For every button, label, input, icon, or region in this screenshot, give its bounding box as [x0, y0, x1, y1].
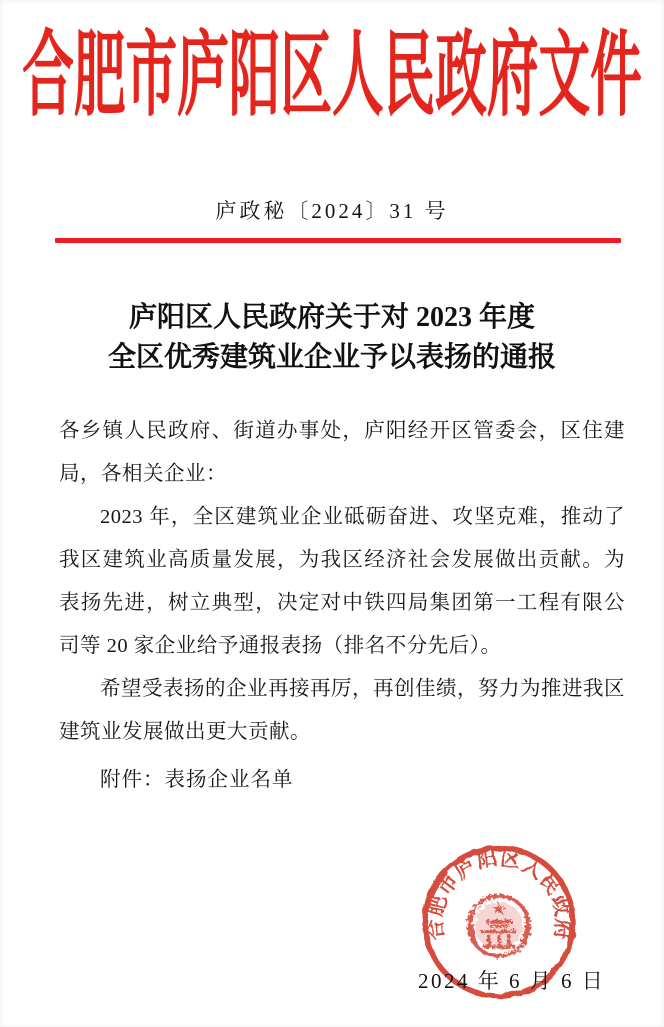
document-title-line1: 庐阳区人民政府关于对 2023 年度: [128, 302, 535, 333]
red-divider-line: [55, 238, 621, 243]
document-number: 庐政秘〔2024〕31 号: [215, 199, 449, 223]
letterhead: [0, 18, 664, 134]
letterhead-title: 合肥市庐阳区人民政府文件: [22, 24, 642, 128]
seal-arc-text: 合肥市庐阳区人民政府: [424, 847, 574, 941]
document-body: [59, 410, 625, 754]
body-paragraph: 2023 年，全区建筑业企业砥砺奋进、攻坚克难，推动了我区建筑业高质量发展，为我区经济社会发展做出贡献。为表扬先进，树立典型，决定对中铁四局集团第一工程有限公司等 20 家企业给予通报表扬（排名不分先后）。: [59, 506, 625, 657]
date-line: 2024 年 6 月 6 日: [418, 969, 606, 993]
attachment-line: 附件：表扬企业名单: [100, 769, 294, 791]
body-paragraph: 希望受表扬的企业再接再厉，再创佳绩，努力为推进我区建筑业发展做出更大贡献。: [59, 678, 625, 743]
document-title-line2: 全区优秀建筑业企业予以表扬的通报: [107, 342, 556, 373]
seal-arc-text-container: [422, 847, 575, 942]
document-title: [0, 298, 664, 378]
national-emblem-icon: [469, 896, 529, 956]
salutation-paragraph: 各乡镇人民政府、街道办事处，庐阳经开区管委会，区住建局，各相关企业：: [59, 420, 625, 485]
